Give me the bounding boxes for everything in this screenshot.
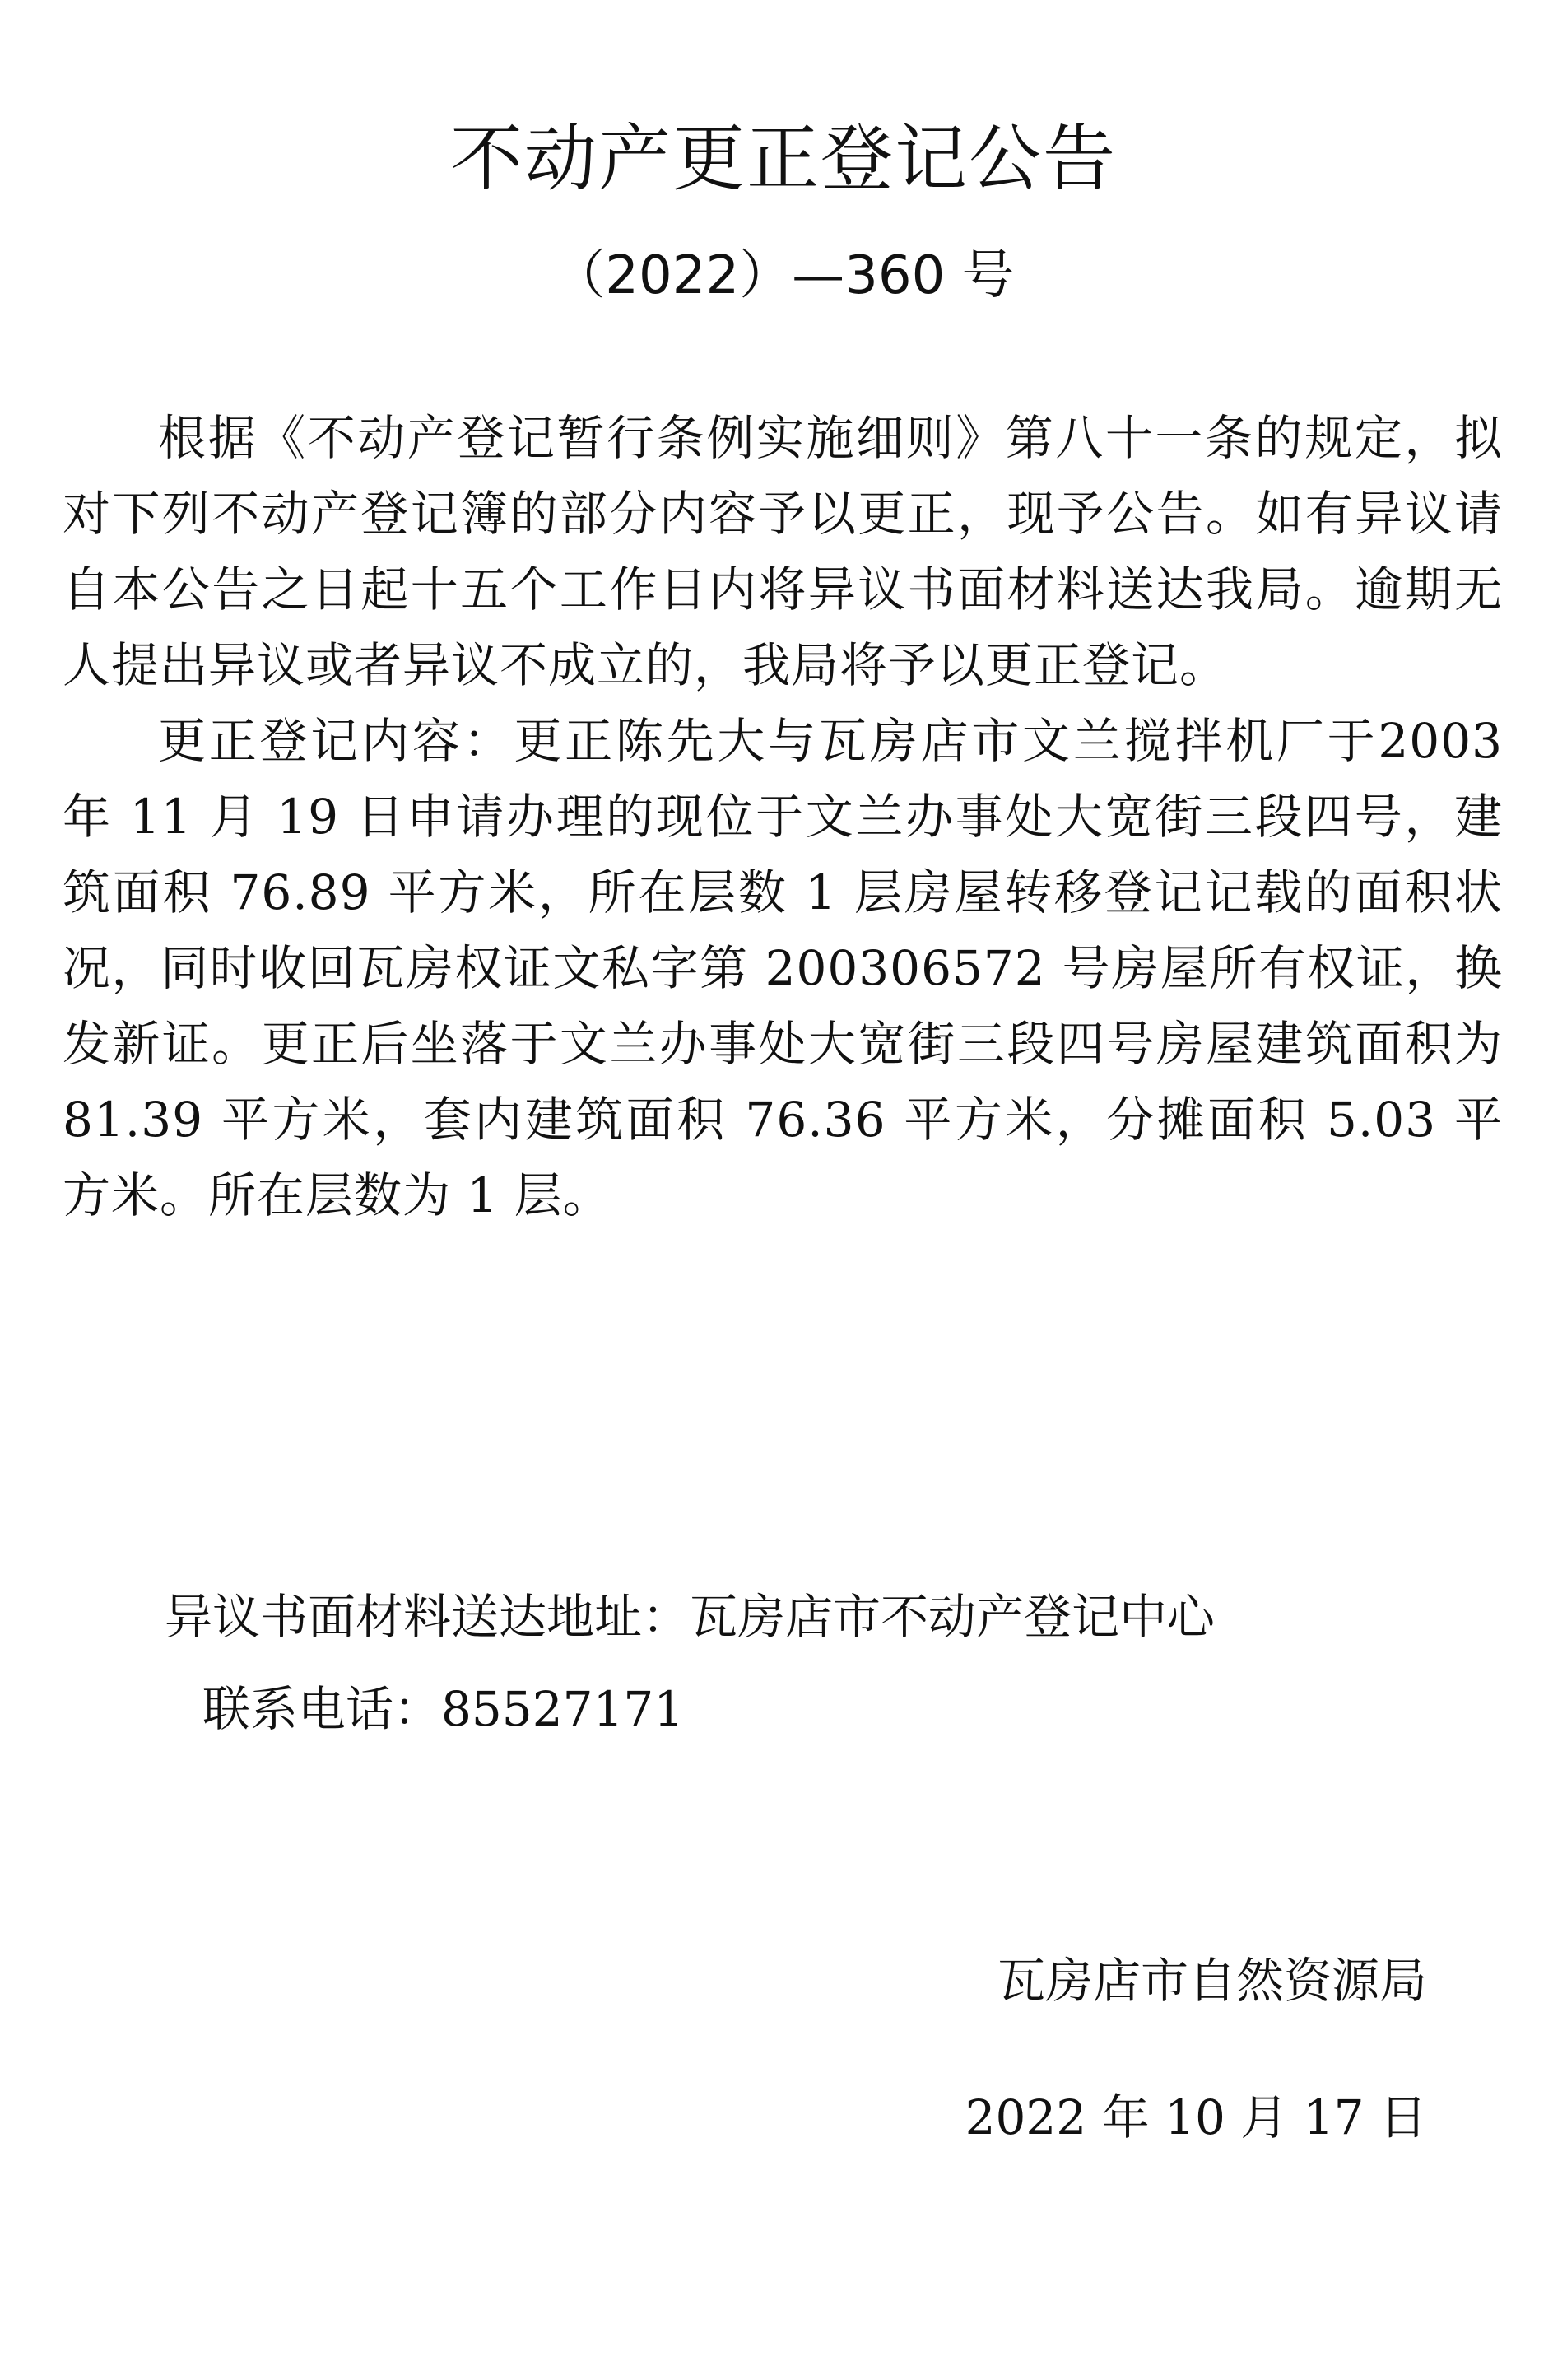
notice-body	[63, 400, 1503, 1233]
notice-title: 不动产更正登记公告	[449, 116, 1117, 201]
notice-paragraph-correction-content: 更正登记内容：更正陈先大与瓦房店市文兰搅拌机厂于2003 年 11 月 19 日申请办理的现位于文兰办事处大宽街三段四号，建筑面积 76.89 平方米，所在层数 1 层房屋转移登记记载的面积状况，同时收回瓦房权证文私字第 200306572 号房屋所有权证，换发新证。更正后坐落于文兰办事处大宽街三段四号房屋建筑面积为81.39 平方米，套内建筑面积 76.36 平方米，分摊面积 5.03 平方米。所在层数为 1 层。	[63, 713, 1503, 1223]
issuer-name: 瓦房店市自然资源局	[997, 1953, 1427, 2009]
notice-number: （2022）—360 号	[552, 245, 1015, 306]
contact-phone: 联系电话：85527171	[202, 1681, 685, 1737]
objection-address: 异议书面材料送达地址：瓦房店市不动产登记中心	[165, 1589, 1216, 1645]
issue-date: 2022 年 10 月 17 日	[965, 2089, 1427, 2145]
notice-paragraph-legal-basis: 根据《不动产登记暂行条例实施细则》第八十一条的规定，拟对下列不动产登记簿的部分内容予以更正，现予公告。如有异议请自本公告之日起十五个工作日内将异议书面材料送达我局。逾期无人提出异议或者异议不成立的，我局将予以更正登记。	[63, 410, 1503, 693]
